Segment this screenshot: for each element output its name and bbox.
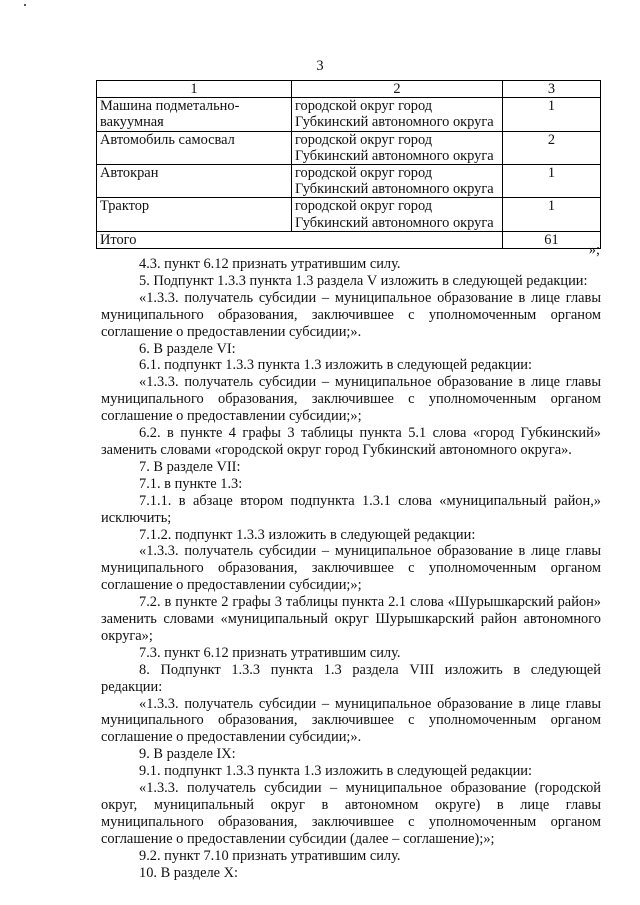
municipality: городской округ город Губкинский автономного округа [292,165,503,198]
total-value: 61 [503,231,601,248]
scan-dot [24,4,26,6]
table-row [97,131,601,164]
page-number: 3 [316,58,324,74]
table-row [97,98,601,131]
table-row [97,165,601,198]
vehicle-count: 1 [503,165,601,198]
paragraph: 9.1. подпункт 1.3.3 пункта 1.3 изложить в следующей редакции: [139,763,532,780]
total-label: Итого [97,231,503,248]
table-closing-quote: »; [588,242,600,258]
municipality: городской округ город Губкинский автономного округа [292,198,503,231]
vehicle-count: 1 [503,198,601,231]
paragraph: 9.2. пункт 7.10 признать утратившим силу. [139,847,401,864]
paragraph: 7.2. в пункте 2 графы 3 таблицы пункта 2.1 слова «Шурышкарский район» заменить словами «муниципальный округ Шурышкарский район автономного округа»; [101,594,601,644]
table-row [97,198,601,231]
vehicles-table [96,80,601,249]
vehicle-count: 2 [503,131,601,164]
paragraph: 4.3. пункт 6.12 признать утратившим силу. [139,256,401,272]
paragraph: «1.3.3. получатель субсидии – муниципальное образование в лице главы муниципального образования, заключившее с уполномоченным органом соглашение о предоставлении субсидии;»; [101,374,601,425]
paragraph: 5. Подпункт 1.3.3 пункта 1.3 раздела V изложить в следующей редакции: [139,272,588,289]
paragraph: 7.1.1. в абзаце втором подпункта 1.3.1 слова «муниципальный район,» исключить; [101,492,601,526]
paragraph: «1.3.3. получатель субсидии – муниципальное образование в лице главы муниципального образования, заключившее с уполномоченным органом соглашение о предоставлении субсидии;». [101,289,601,340]
paragraph: «1.3.3. получатель субсидии – муниципальное образование в лице главы муниципального образования, заключившее с уполномоченным органом соглашение о предоставлении субсидии;». [101,695,601,746]
paragraph: 9. В разделе IX: [139,746,236,763]
paragraph: «1.3.3. получатель субсидии – муниципальное образование (городской округ, муниципальный округ в автономном округе) в лице главы муниципального образования, заключившее с уполномоченным органом соглашение о предоставлении субсидии (далее – соглашение);»; [101,780,601,847]
paragraph: 10. В разделе X: [139,864,239,881]
paragraph: «1.3.3. получатель субсидии – муниципальное образование в лице главы муниципального образования, заключившее с уполномоченным органом соглашение о предоставлении субсидии;»; [101,543,601,594]
document-body [101,256,601,882]
paragraph: 7.1.2. подпункт 1.3.3 изложить в следующей редакции: [139,526,476,543]
municipality: городской округ город Губкинский автономного округа [292,98,503,131]
vehicle-name: Трактор [97,198,292,231]
table-header-row [97,81,601,98]
vehicle-count: 1 [503,98,601,131]
table-total-row [97,231,601,248]
paragraph: 6.2. в пункте 4 графы 3 таблицы пункта 5.1 слова «город Губкинский» заменить словами «городской округ город Губкинский автономного округа». [101,425,601,458]
municipality: городской округ город Губкинский автономного округа [292,131,503,164]
paragraph: 6.1. подпункт 1.3.3 пункта 1.3 изложить в следующей редакции: [139,357,532,374]
paragraph: 7. В разделе VII: [139,458,241,475]
table-header-cell: 1 [97,81,292,98]
paragraph: 8. Подпункт 1.3.3 пункта 1.3 раздела VIII изложить в следующей редакции: [101,661,601,695]
vehicle-name: Машина подметально-вакуумная [97,98,292,131]
vehicle-name: Автокран [97,165,292,198]
table-header-cell: 3 [503,81,601,98]
table-header-cell: 2 [292,81,503,98]
paragraph: 6. В разделе VI: [139,340,236,357]
paragraph: 7.1. в пункте 1.3: [139,475,243,492]
paragraph: 7.3. пункт 6.12 признать утратившим силу. [139,644,401,661]
vehicle-name: Автомобиль самосвал [97,131,292,164]
